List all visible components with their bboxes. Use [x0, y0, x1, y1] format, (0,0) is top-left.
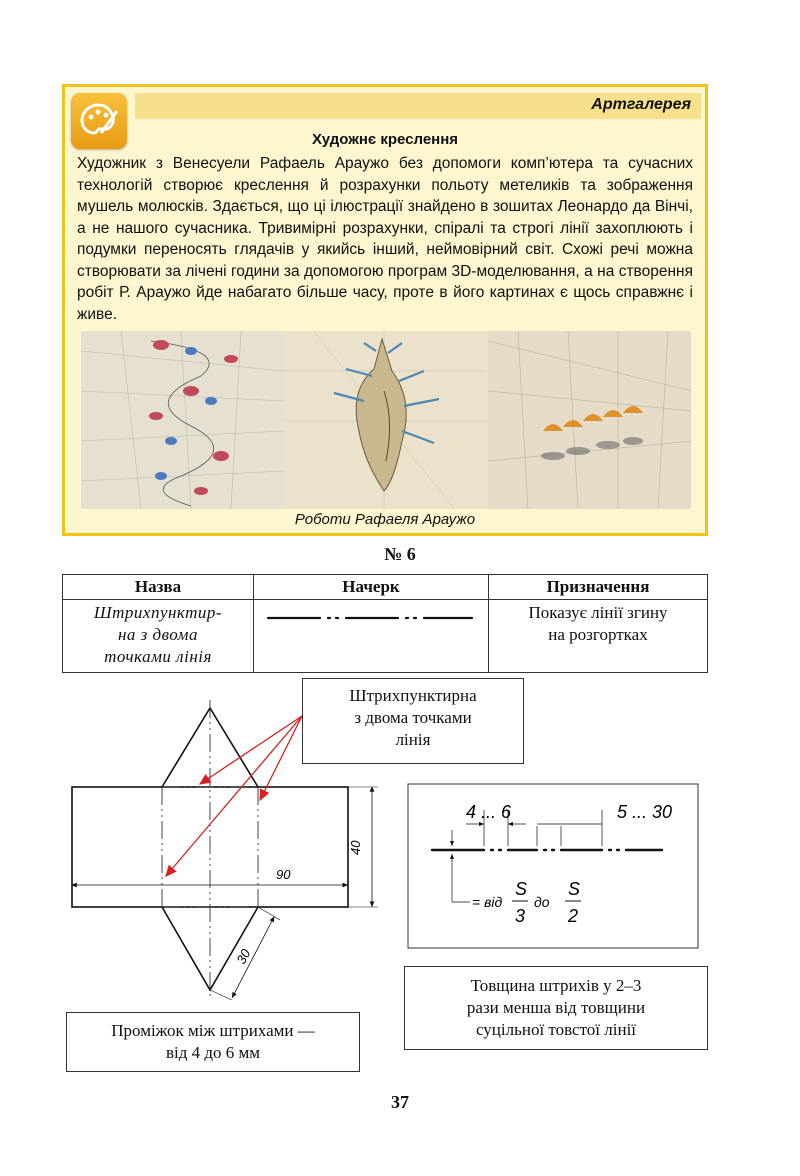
dim-30-label: 30 [233, 946, 254, 967]
formula-s-2: S [568, 879, 581, 899]
callout-line-type [302, 678, 524, 764]
callout-line-type-1: Штрихпунктирна [349, 686, 477, 705]
formula-denominator-2: 2 [568, 906, 579, 926]
formula-prefix: = від [472, 894, 503, 910]
header-sketch: Начерк [254, 575, 489, 600]
callout-gap-1: Проміжок між штрихами — [111, 1021, 315, 1040]
gallery-caption: Роботи Рафаеля Араужо [294, 511, 476, 528]
table-header-row [63, 575, 708, 600]
gallery-header [135, 93, 701, 119]
butterfly-spiral-artwork [81, 331, 284, 509]
cell-name [63, 600, 254, 673]
purpose-line-1: Показує лінії згину [528, 603, 668, 622]
dim-40-label: 40 [348, 840, 363, 855]
dash-two-dot-line-sketch [258, 602, 484, 632]
callout-arrows [166, 716, 302, 876]
artwork-photos [81, 331, 691, 509]
gap-dimension-label: 4 ... 6 [466, 802, 512, 822]
gallery-title: Художнє креслення [311, 131, 459, 148]
gallery-header-label: Артгалерея [591, 96, 691, 113]
formula-s-1: S [515, 879, 528, 899]
header-name: Назва [63, 575, 254, 600]
callout-thickness-1: Товщина штрихів у 2–3 [470, 976, 642, 995]
formula-denominator-3: 3 [515, 906, 526, 926]
name-line-3: точками лінія [104, 647, 212, 666]
callout-thickness-2: рази менша від товщини [466, 998, 646, 1017]
gallery-text: Художник з Венесуели Рафаель Араужо без допомоги комп’ютера та сучасних технологій створює креслення й розрахунки польоту метеликів та зображення мушель молюсків. Здається, що ці ілюстрації знайдено в зошитах Леонардо да Вінчі, а не нашого сучасника. Тривимірні розрахунки, спіралі та строгі лінії захоплюють і подумки переносять глядачів у якийсь інший, неймовірний світ. Схожі речі можна створювати за лічені години за допомогою програм 3D-моделювання, а на створення робіт Р. Араужо йде набагато більше часу, проте в його картинах є щось справжнє і живе. [77, 155, 693, 323]
dash-dimension-label: 5 ... 30 [617, 802, 673, 822]
callout-thickness [404, 966, 708, 1050]
callout-gap-2: від 4 до 6 мм [165, 1043, 261, 1062]
formula-mid: до [534, 894, 550, 910]
art-gallery-box [62, 84, 708, 536]
exercise-number: № 6 [384, 544, 416, 564]
page-number: 37 [391, 1092, 409, 1112]
line-types-table [62, 574, 708, 673]
purpose-line-2: на розгортках [548, 625, 648, 644]
callout-line-type-2: з двома точками [354, 708, 472, 727]
name-line-1: Штрихпунктир- [93, 603, 223, 622]
orange-butterflies-artwork [488, 331, 691, 509]
name-line-2: на з двома [117, 625, 199, 644]
table-row [63, 600, 708, 673]
dim-90-label: 90 [276, 867, 291, 882]
callout-gap [66, 1012, 360, 1072]
cell-purpose [489, 600, 708, 673]
callout-line-type-3: лінія [395, 730, 431, 749]
cell-sketch [254, 600, 489, 673]
callout-thickness-3: суцільної товстої лінії [475, 1020, 637, 1039]
seashell-artwork [284, 331, 487, 509]
header-purpose: Призначення [489, 575, 708, 600]
